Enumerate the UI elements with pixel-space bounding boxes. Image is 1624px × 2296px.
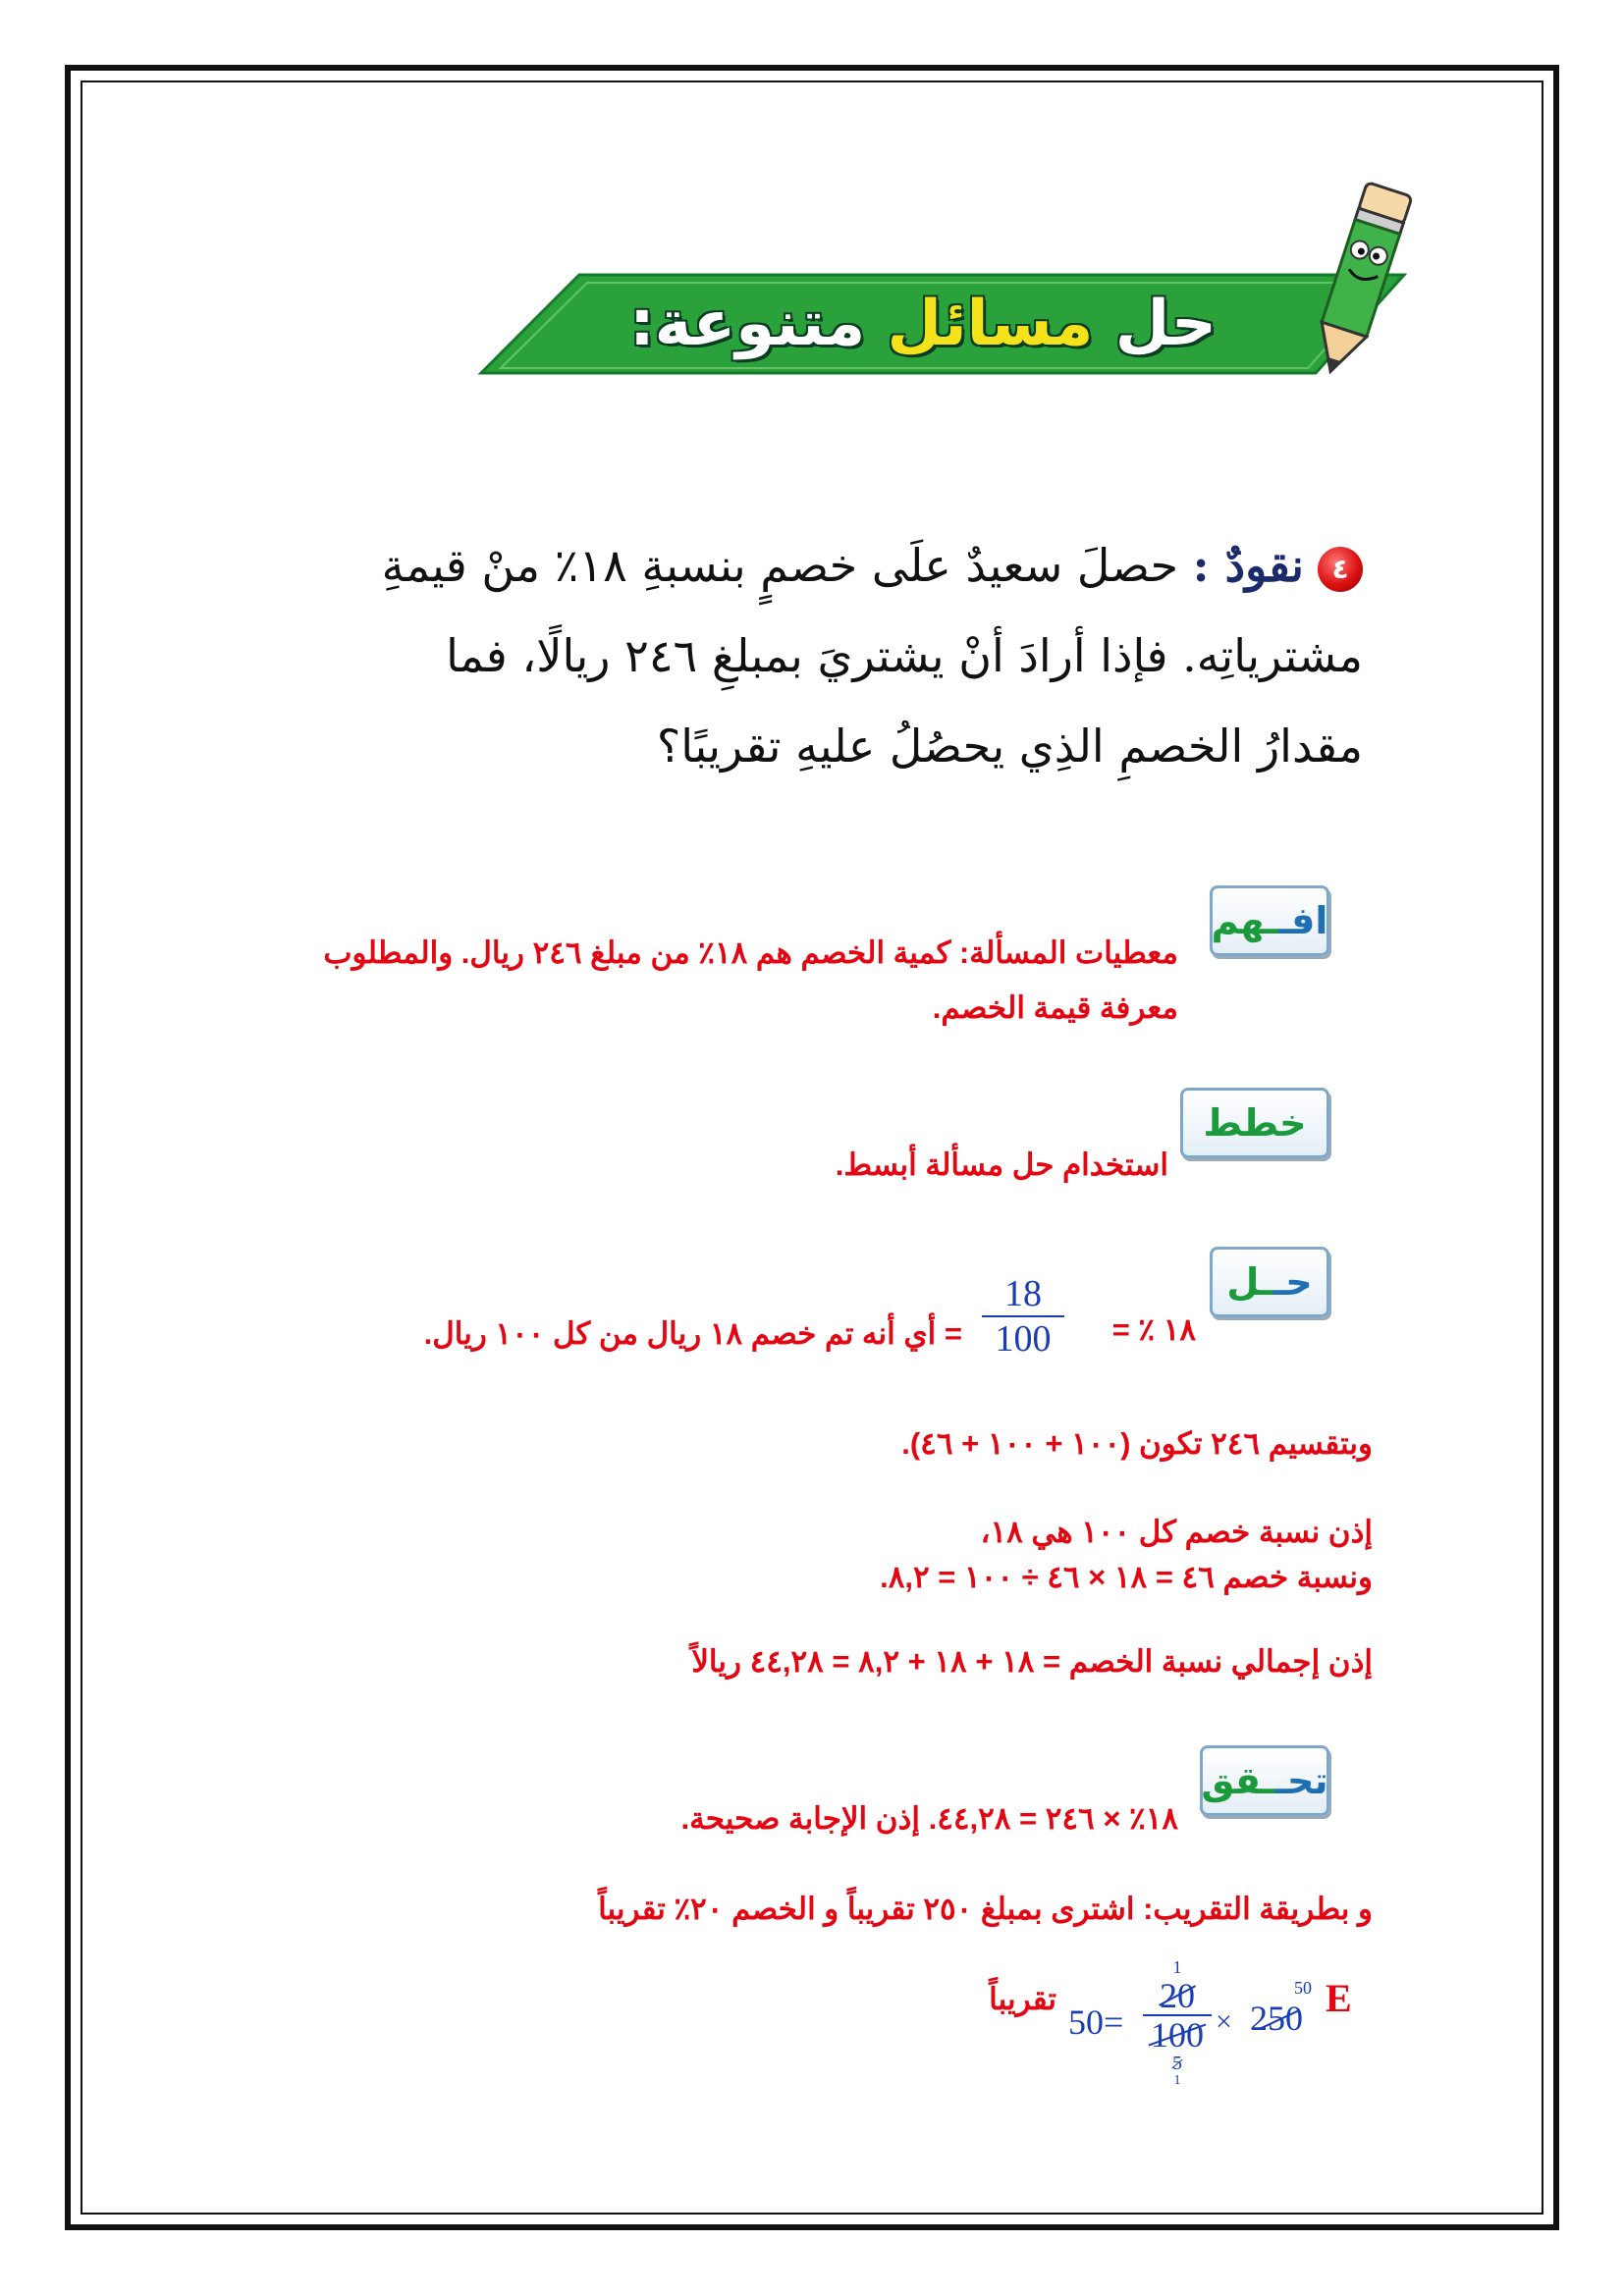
solve-rhs: = أي أنه تم خصم ١٨ ريال من كل ١٠٠ ريال. [423,1316,962,1351]
check-approx-word: تقريباً [989,1982,1056,2016]
plan-text: استخدام حل مسألة أبسط. [835,1148,1168,1182]
pencil-mascot-icon [1286,175,1434,381]
problem-text-1: حصلَ سعيدٌ علَى خصمٍ بنسبةِ ١٨٪ منْ قيمةِ [381,539,1179,592]
step-plan-label: خطط [1203,1101,1307,1145]
solve-total-line: إذن إجمالي نسبة الخصم = ١٨ + ١٨ + ٨,٢ = ٤٤,٢٨ ريالاً [691,1644,1373,1679]
approx-result: 50= [1068,2002,1124,2042]
solve-rate-46-line: ونسبة خصم ٤٦ = ١٨ × ٤٦ ÷ ١٠٠ = ٨,٢. [880,1560,1373,1594]
solve-rate-100-line: إذن نسبة خصم كل ١٠٠ هي ١٨، [980,1515,1373,1549]
section-banner [461,177,1424,402]
check-letter-e: E [1326,1976,1352,2020]
step-check-label-a: تحـ [1273,1759,1328,1802]
problem-number-badge: ٤ [1318,547,1363,592]
solve-split-line: وبتقسيم ٢٤٦ تكون (١٠٠ + ١٠٠ + ٤٦). [901,1426,1373,1461]
banner-title-word-3: متنوعة: [629,288,866,360]
step-check-button[interactable] [1200,1745,1329,1816]
understand-text-line-1: معطيات المسألة: كمية الخصم هم ١٨٪ من مبلغ ٢٤٦ ريال. والمطلوب [323,935,1178,970]
check-approx-line: و بطريقة التقريب: اشترى بمبلغ ٢٥٠ تقريباً و الخصم ٢٠٪ تقريباً [598,1892,1373,1926]
solve-fraction-denominator: 100 [995,1318,1052,1360]
approx-denominator-cancel-value: 5 [1172,2053,1182,2074]
check-text: ١٨٪ × ٢٤٦ = ٤٤,٢٨. إذن الإجابة صحيحة. [680,1801,1178,1836]
step-understand-label-a: افـ [1277,899,1328,942]
understand-text-line-2: معرفة قيمة الخصم. [932,990,1178,1025]
approx-fraction [1143,1957,1212,2089]
approx-denominator-cancel [1143,2054,1212,2073]
problem-statement [361,520,1363,791]
problem-line-1 [361,520,1363,611]
approx-denominator-value: 100 [1151,2015,1204,2055]
problem-line-2: مشترياتِه. فإذا أرادَ أنْ يشتريَ بمبلغِ ٢٤٦ ريالًا، فما [446,629,1363,682]
step-understand-button[interactable] [1210,885,1329,956]
approx-factor-value: 250 [1250,1999,1303,2038]
step-understand-label-b: ـهم [1211,899,1278,942]
problem-line-3: مقدارُ الخصمِ الذِي يحصُلُ عليهِ تقريبًا؟ [656,720,1363,773]
approx-factor-value-wrap [1241,1999,1312,2038]
solve-fraction [976,1272,1070,1361]
approx-factor [1241,1977,1312,2038]
approx-numerator-cancel: 1 [1172,1957,1182,1977]
solve-fraction-numerator: 18 [1004,1273,1042,1314]
step-solve-label-b: ـل [1226,1260,1273,1304]
step-check-label-b: ـقق [1201,1759,1274,1802]
approx-times: × [1216,2005,1232,2038]
banner-title-word-1: حل [1114,288,1217,360]
approx-factor-cancel: 50 [1294,1978,1312,1998]
step-solve-button[interactable] [1210,1247,1329,1317]
problem-label: نقودٌ : [1192,539,1304,592]
step-solve-label-a: حـ [1272,1260,1313,1304]
solve-lhs: ١٨ ٪ = [1111,1312,1196,1347]
banner-title [609,275,1237,373]
step-plan-button[interactable] [1180,1088,1329,1158]
banner-title-word-2: مسائل [887,288,1094,360]
approx-denominator [1143,2016,1212,2054]
approx-numerator [1143,1977,1212,2014]
approx-denominator-cancel-below: 1 [1173,2073,1181,2088]
approx-numerator-value: 20 [1160,1976,1195,2015]
